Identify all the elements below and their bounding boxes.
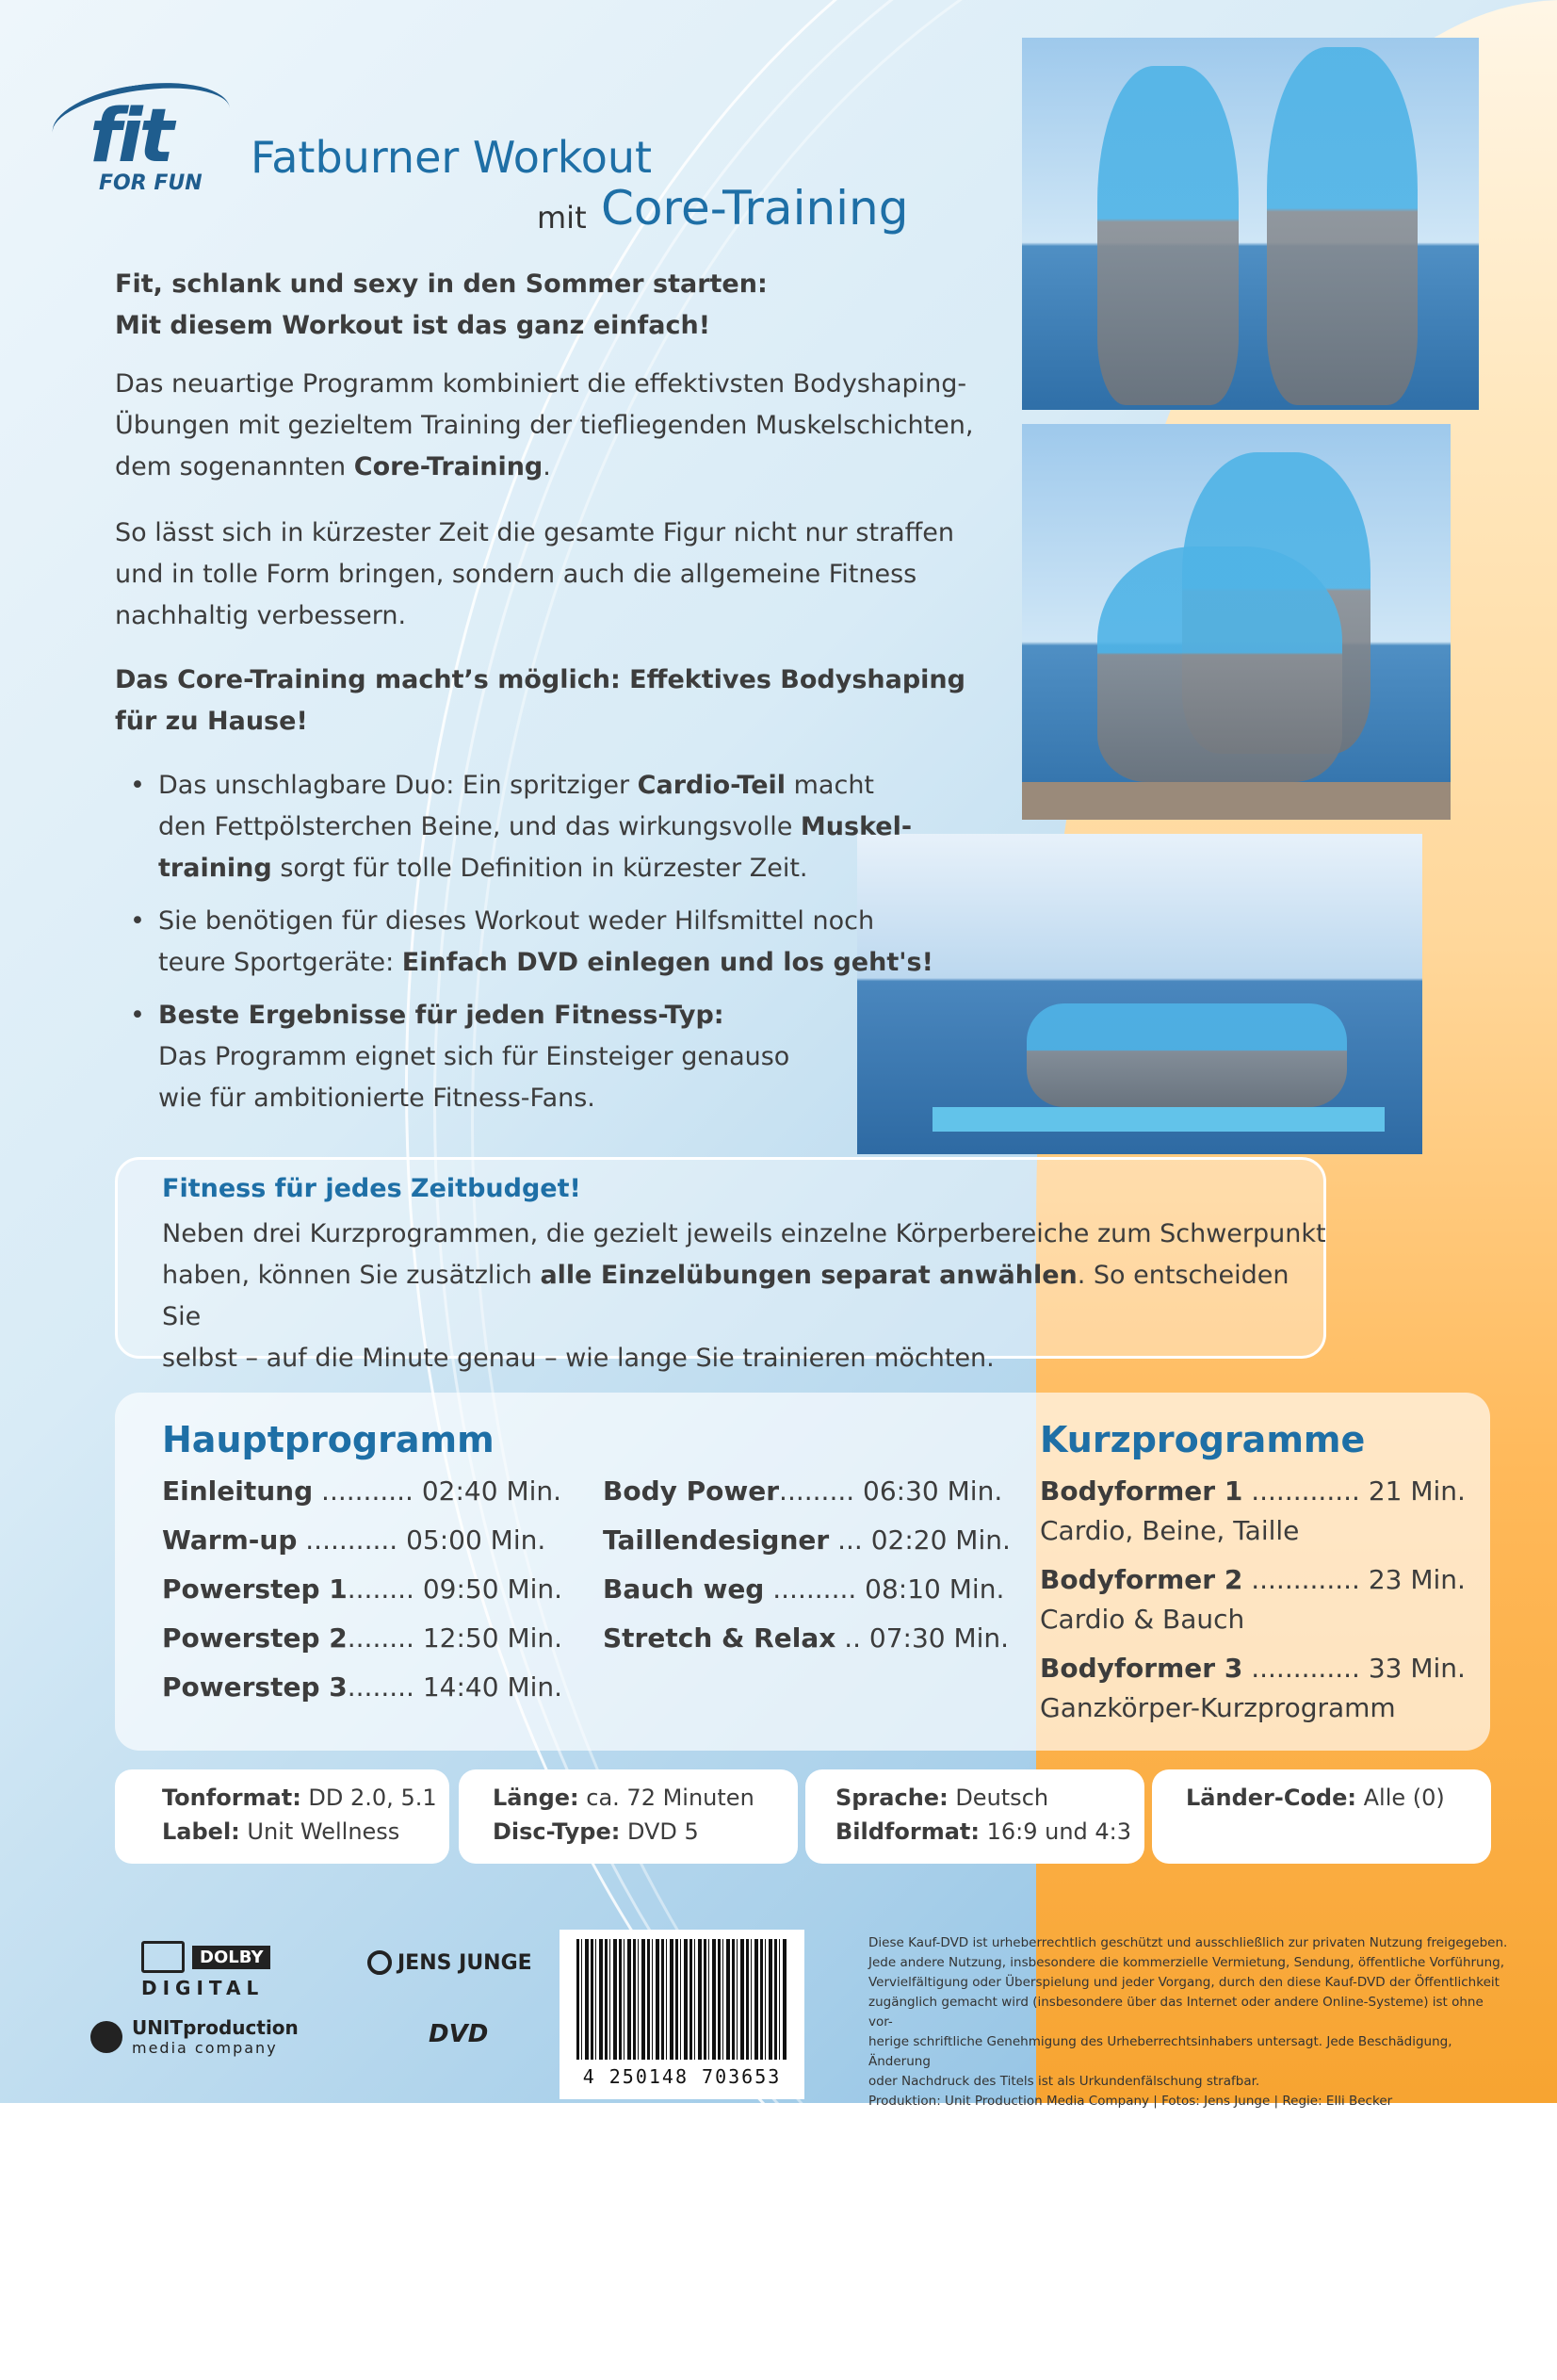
program-dots: ............. bbox=[1242, 1653, 1360, 1684]
program-time: 05:00 Min. bbox=[397, 1524, 546, 1556]
program-label: Warm-up bbox=[162, 1524, 298, 1556]
unit-production-logo: UNITproduction media company bbox=[90, 2016, 299, 2057]
jens-junge-circle-icon bbox=[367, 1950, 392, 1975]
program-row bbox=[1040, 1475, 1466, 1507]
program-row bbox=[162, 1622, 562, 1654]
dolby-digital-logo: DOLBY DIGITAL bbox=[141, 1941, 270, 1999]
barcode-bars bbox=[576, 1939, 787, 2060]
unit-circle-icon bbox=[90, 2021, 122, 2053]
kurzprogramme-title: Kurzprogramme bbox=[1040, 1419, 1366, 1460]
info-box-length: Länge: ca. 72 Minuten Disc-Type: DVD 5 bbox=[459, 1769, 798, 1864]
program-label: Bodyformer 3 bbox=[1040, 1653, 1243, 1684]
program-dots: ........... bbox=[297, 1524, 398, 1556]
photo-woman-stretch bbox=[1022, 424, 1451, 820]
program-dots: .......... bbox=[764, 1573, 857, 1605]
program-label: Einleitung bbox=[162, 1475, 314, 1507]
program-row bbox=[162, 1475, 561, 1507]
info-box-language: Sprache: Deutsch Bildformat: 16:9 und 4:3 bbox=[805, 1769, 1144, 1864]
hauptprogramm-title: Hauptprogramm bbox=[162, 1419, 495, 1460]
bullet-item: • Sie benötigen für dieses Workout weder Hilfsmittel noch teure Sportgeräte: Einfach DVD einlegen und los geht's! bbox=[130, 906, 933, 977]
program-row bbox=[162, 1524, 545, 1556]
title-mit: mit bbox=[537, 200, 587, 236]
program-subtitle: Ganzkörper-Kurzprogramm bbox=[1040, 1692, 1396, 1723]
logo-fit-text: fit bbox=[89, 94, 170, 179]
zeitbudget-title: Fitness für jedes Zeitbudget! bbox=[162, 1174, 581, 1203]
program-dots: .. bbox=[835, 1622, 861, 1654]
barcode bbox=[560, 1930, 804, 2099]
intro-heading: Fit, schlank und sexy in den Sommer starten: Mit diesem Workout ist das ganz einfach! bbox=[115, 269, 768, 340]
program-time: 09:50 Min. bbox=[414, 1573, 563, 1605]
program-time: 14:40 Min. bbox=[414, 1671, 563, 1703]
zeitbudget-text: Neben drei Kurzprogrammen, die gezielt jeweils einzelne Körperbereiche zum Schwerpunkt haben, können Sie zusätzlich alle Einzelübungen separat anwählen. So entscheiden Sie selbst – auf die Minute genau – wie lange Sie trainieren möchten. bbox=[162, 1219, 1326, 1373]
program-label: Powerstep 1 bbox=[162, 1573, 348, 1605]
photo-woman-running bbox=[1022, 38, 1479, 410]
program-row bbox=[1040, 1653, 1466, 1684]
program-dots: ... bbox=[829, 1524, 863, 1556]
program-time: 21 Min. bbox=[1359, 1475, 1466, 1507]
paragraph-2: So lässt sich in kürzester Zeit die gesamte Figur nicht nur straffen und in tolle Form bringen, sondern auch die allgemeine Fitness nachhaltig verbessern. bbox=[115, 518, 954, 630]
paragraph-3: Das Core-Training macht’s möglich: Effektives Bodyshaping für zu Hause! bbox=[115, 665, 965, 736]
program-label: Powerstep 2 bbox=[162, 1622, 348, 1654]
program-row bbox=[162, 1671, 562, 1703]
program-time: 02:20 Min. bbox=[862, 1524, 1011, 1556]
title-line1: Fatburner Workout bbox=[251, 132, 653, 183]
program-label: Bauch weg bbox=[603, 1573, 765, 1605]
program-label: Bodyformer 1 bbox=[1040, 1475, 1243, 1507]
program-time: 23 Min. bbox=[1359, 1564, 1466, 1595]
program-dots: ........ bbox=[347, 1671, 414, 1703]
bullet-list bbox=[130, 765, 987, 1131]
program-time: 08:10 Min. bbox=[856, 1573, 1005, 1605]
program-row bbox=[162, 1573, 562, 1605]
dolby-dd-icon bbox=[141, 1941, 185, 1973]
paragraph-1: Das neuartige Programm kombiniert die effektivsten Bodyshaping- Übungen mit gezieltem Training der tiefliegenden Muskelschichten, dem sogenannten Core-Training. bbox=[115, 369, 974, 481]
program-dots: ........ bbox=[347, 1573, 414, 1605]
info-box-audio: Tonformat: DD 2.0, 5.1 Label: Unit Wellness bbox=[115, 1769, 449, 1864]
program-dots: ......... bbox=[779, 1475, 855, 1507]
title-line2: Core-Training bbox=[601, 181, 909, 236]
program-row bbox=[603, 1573, 1004, 1605]
bullet-item: • Beste Ergebnisse für jeden Fitness-Typ: Das Programm eignet sich für Einsteiger genauso wie für ambitionierte Fitness-Fans. bbox=[130, 1001, 790, 1113]
program-label: Body Power bbox=[603, 1475, 780, 1507]
bullet-item: • Das unschlagbare Duo: Ein spritziger Cardio-Teil macht den Fettpölsterchen Beine, und das wirkungsvolle Muskel- training sorgt für tolle Definition in kürzester Zeit. bbox=[130, 771, 913, 883]
program-row bbox=[603, 1475, 1002, 1507]
legal-text: Diese Kauf-DVD ist urheberrechtlich geschützt und ausschließlich zur privaten Nutzung freigegeben. Jede andere Nutzung, insbesondere die kommerzielle Vermietung, Sendung, öffentliche Vorführung, Vervielfältigung oder Überspielung und jeder Vorgang, durch den diese Kauf-DVD der Öffentlichkeit zugänglich gemacht wird (insbesondere über das Internet oder andere Online-Systeme) ist ohne vor- herige schriftliche Genehmigung des Urheberrechtsinhabers untersagt. Jede Beschädigung, Änderung oder Nachdruck des Titels ist als Urkundenfälschung strafbar. Produktion: Unit Production Media Company | Fotos: Jens Junge | Regie: Elli Becker bbox=[868, 1935, 1508, 2109]
program-time: 06:30 Min. bbox=[854, 1475, 1003, 1507]
logo-for-fun-text: FOR FUN bbox=[99, 171, 203, 195]
program-time: 33 Min. bbox=[1359, 1653, 1466, 1684]
program-dots: ............. bbox=[1242, 1564, 1360, 1595]
program-subtitle: Cardio, Beine, Taille bbox=[1040, 1515, 1300, 1546]
program-dots: ........ bbox=[347, 1622, 414, 1654]
program-label: Powerstep 3 bbox=[162, 1671, 348, 1703]
program-label: Taillendesigner bbox=[603, 1524, 830, 1556]
barcode-number: 4 250148 703653 bbox=[582, 2065, 782, 2088]
program-time: 02:40 Min. bbox=[413, 1475, 562, 1507]
program-row bbox=[603, 1622, 1009, 1654]
dvd-video-logo: DVD bbox=[429, 2020, 489, 2048]
info-box-region: Länder-Code: Alle (0) bbox=[1152, 1769, 1491, 1864]
jens-junge-logo: JENS JUNGE bbox=[367, 1950, 532, 1975]
fit-for-fun-logo bbox=[52, 85, 240, 198]
program-row bbox=[603, 1524, 1011, 1556]
program-row bbox=[1040, 1564, 1466, 1595]
program-time: 07:30 Min. bbox=[861, 1622, 1010, 1654]
program-label: Stretch & Relax bbox=[603, 1622, 836, 1654]
program-label: Bodyformer 2 bbox=[1040, 1564, 1243, 1595]
program-dots: ............. bbox=[1242, 1475, 1360, 1507]
program-subtitle: Cardio & Bauch bbox=[1040, 1604, 1245, 1635]
program-time: 12:50 Min. bbox=[414, 1622, 563, 1654]
program-dots: ........... bbox=[313, 1475, 414, 1507]
